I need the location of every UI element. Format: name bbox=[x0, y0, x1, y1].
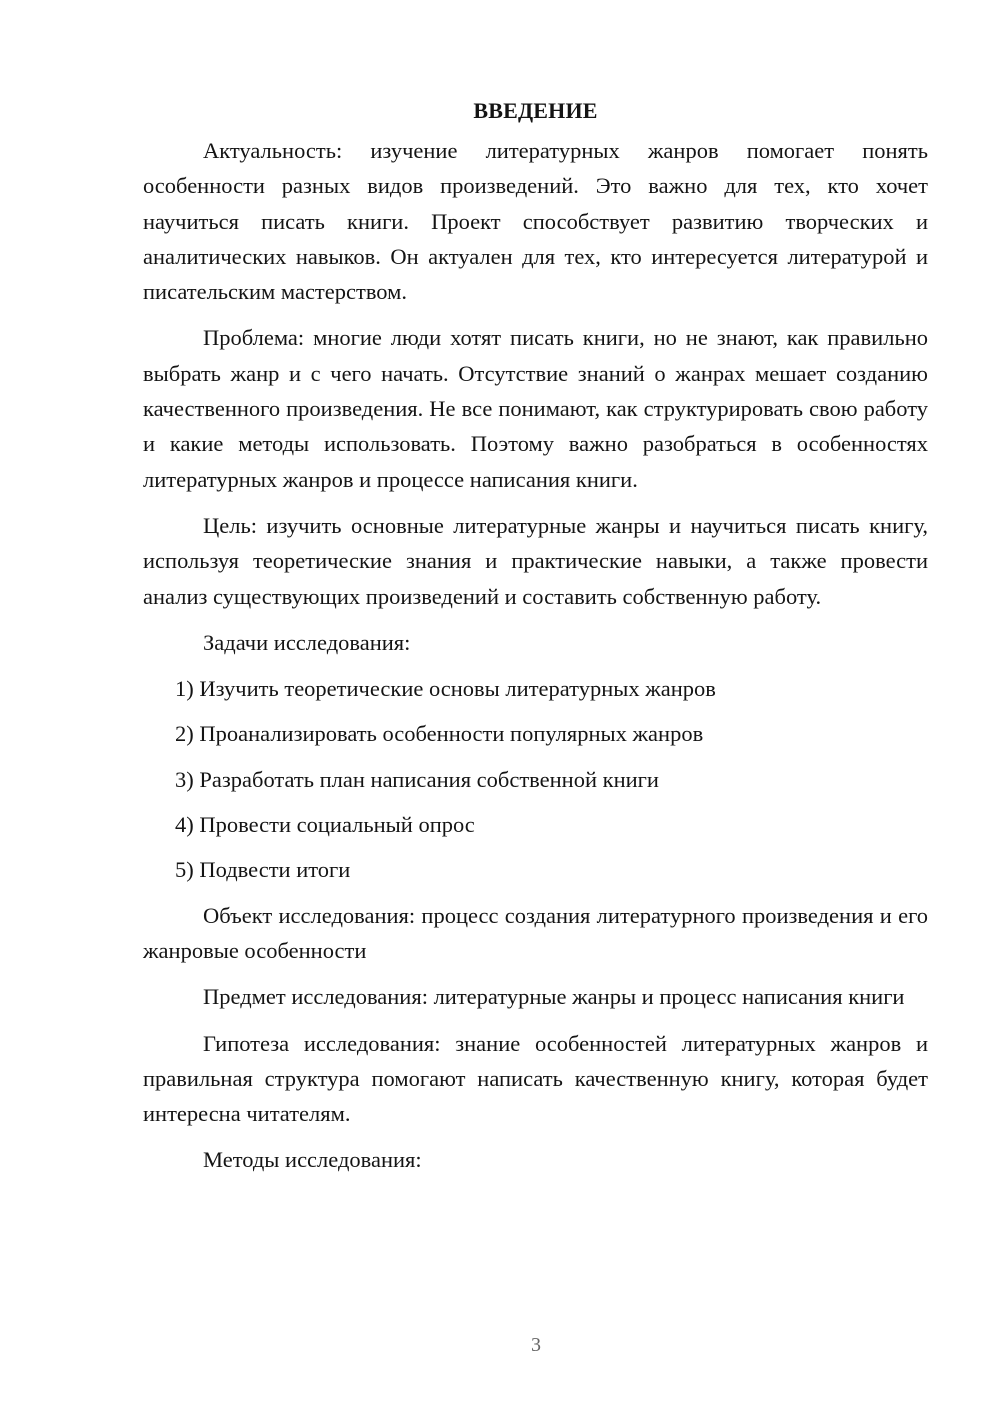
section-heading: ВВЕДЕНИЕ bbox=[473, 98, 598, 123]
page-number: 3 bbox=[531, 1334, 541, 1356]
problem-paragraph: Проблема: многие люди хотят писать книги, но не знают, как правильно выбрать жанр и с чего начать. Отсутствие знаний о жанрах мешает созданию качественного произведения. Не все понимают, как структурировать свою работу и какие методы использовать. Поэтому важно разобраться в особенностях литературных жанров и процессе написания книги. bbox=[143, 325, 928, 492]
list-item: 2) Проанализировать особенности популярных жанров bbox=[175, 721, 704, 747]
subject-paragraph: Предмет исследования: литературные жанры и процесс написания книги bbox=[203, 984, 905, 1010]
document-page bbox=[143, 96, 928, 1189]
methods-heading: Методы исследования: bbox=[203, 1147, 422, 1173]
goal-paragraph: Цель: изучить основные литературные жанры и научиться писать книгу, используя теоретические знания и практические навыки, а также провести анализ существующих произведений и составить собственную работу. bbox=[143, 512, 928, 609]
relevance-paragraph: Актуальность: изучение литературных жанров помогает понять особенности разных видов произведений. Это важно для тех, кто хочет научиться писать книги. Проект способствует развитию творческих и аналитических навыков. Он актуален для тех, кто интересуется литературой и писательским мастерством. bbox=[143, 138, 928, 305]
list-item: 5) Подвести итоги bbox=[175, 857, 351, 883]
list-item: 3) Разработать план написания собственной книги bbox=[175, 766, 659, 792]
list-item: 4) Провести социальный опрос bbox=[175, 812, 475, 838]
object-paragraph: Объект исследования: процесс создания литературного произведения и его жанровые особенности bbox=[143, 902, 928, 963]
hypothesis-paragraph: Гипотеза исследования: знание особенностей литературных жанров и правильная структура помогают написать качественную книгу, которая будет интересна читателям. bbox=[143, 1030, 928, 1127]
list-item: 1) Изучить теоретические основы литературных жанров bbox=[175, 676, 716, 702]
tasks-list bbox=[143, 671, 928, 887]
tasks-heading: Задачи исследования: bbox=[203, 629, 411, 655]
